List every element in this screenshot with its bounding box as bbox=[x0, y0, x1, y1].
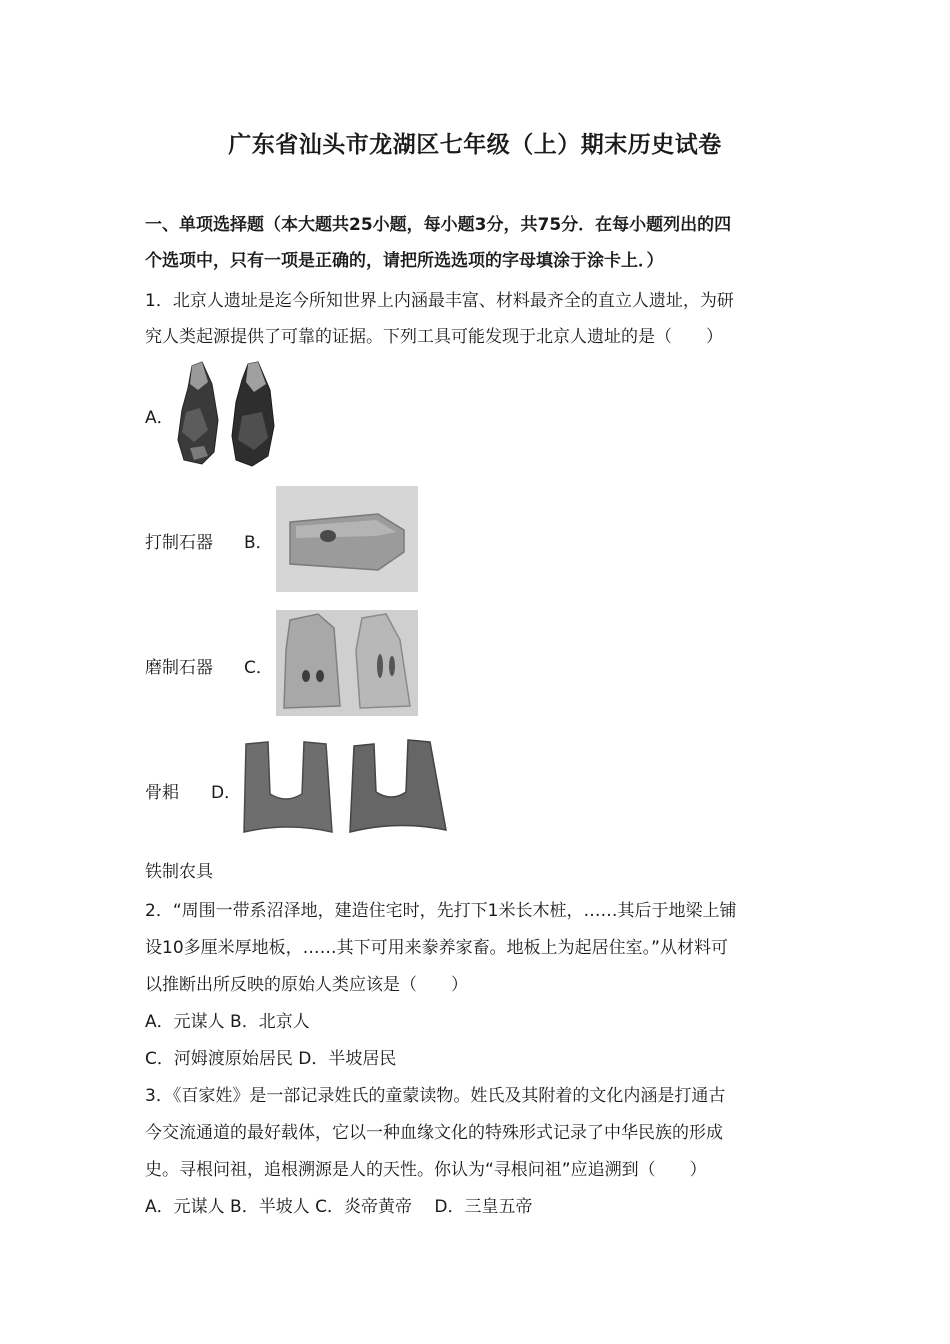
q2-line-2: 设10多厘米厚地板，……其下可用来豢养家畜。地板上为起居住室。”从材料可 bbox=[145, 938, 728, 958]
q1-option-c-marker: C． bbox=[244, 658, 273, 678]
chipped-stone-tools-image bbox=[170, 360, 280, 470]
section-heading-line-2: 个选项中，只有一项是正确的，请把所选选项的字母填涂于涂卡上．） bbox=[145, 251, 664, 271]
q2-line-1: 2．“周围一带系沼泽地，建造住宅时，先打下1米长木桩，……其后于地梁上铺 bbox=[145, 901, 737, 921]
q1-line-1: 1．北京人遗址是迄今所知世界上内涵最丰富、材料最齐全的直立人遗址，为研 bbox=[145, 291, 734, 311]
q1-option-a-marker: A． bbox=[145, 408, 174, 428]
q2-line-3: 以推断出所反映的原始人类应该是（ ） bbox=[145, 975, 468, 995]
q2-options-line-1: A．元谋人 B．北京人 bbox=[145, 1012, 310, 1032]
q1-option-b-marker: B． bbox=[244, 533, 273, 553]
q1-option-a-caption: 打制石器 bbox=[145, 533, 213, 553]
q3-line-1: 3．《百家姓》是一部记录姓氏的童蒙读物。姓氏及其附着的文化内涵是打通古 bbox=[145, 1086, 726, 1106]
q1-option-c-caption: 骨耜 bbox=[145, 783, 179, 803]
polished-stone-axe-image bbox=[276, 486, 418, 592]
page-title: 广东省汕头市龙湖区七年级（上）期末历史试卷 bbox=[228, 132, 722, 158]
q3-options-line-1: A．元谋人 B．半坡人 C．炎帝黄帝 D．三皇五帝 bbox=[145, 1197, 533, 1217]
q1-option-b-caption: 磨制石器 bbox=[145, 658, 213, 678]
q3-line-3: 史。寻根问祖，追根溯源是人的天性。你认为“寻根问祖”应追溯到（ ） bbox=[145, 1160, 707, 1180]
q2-options-line-2: C．河姆渡原始居民 D．半坡居民 bbox=[145, 1049, 397, 1069]
bone-spade-image bbox=[276, 610, 418, 716]
q3-line-2: 今交流通道的最好载体，它以一种血缘文化的特殊形式记录了中华民族的形成 bbox=[145, 1123, 723, 1143]
q1-option-d-marker: D． bbox=[211, 783, 242, 803]
q1-line-2: 究人类起源提供了可靠的证据。下列工具可能发现于北京人遗址的是（ ） bbox=[145, 327, 723, 347]
section-heading-line-1: 一、单项选择题（本大题共25小题，每小题3分，共75分．在每小题列出的四 bbox=[145, 215, 732, 235]
q1-option-d-caption: 铁制农具 bbox=[145, 862, 213, 882]
iron-farm-tools-image bbox=[242, 736, 448, 836]
